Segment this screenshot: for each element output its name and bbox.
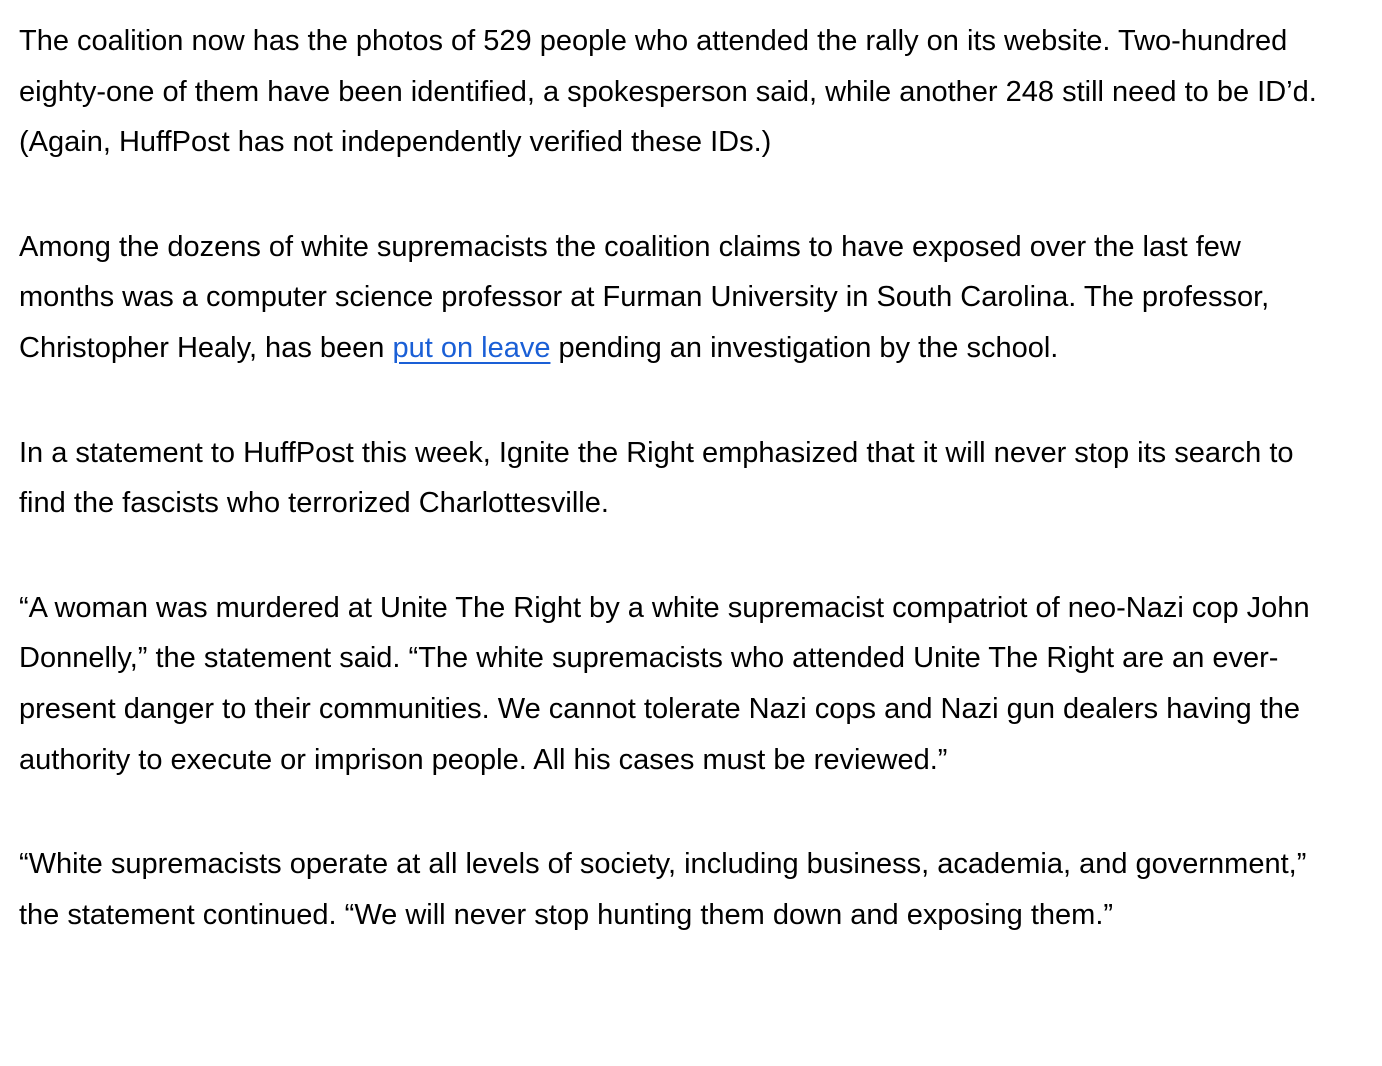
paragraph-statement-quote: “A woman was murdered at Unite The Right by a white supremacist compatriot of neo-Nazi cop John Donnelly,” the statement said. “The white supremacists who attended Unite The Right are an ever-present danger to their communities. We cannot tolerate Nazi cops and Nazi gun dealers having the authority to execute or imprison people. All his cases must be reviewed.” bbox=[19, 591, 1310, 776]
paragraph-photos-identified: The coalition now has the photos of 529 people who attended the rally on its website. Two-hundred eighty-one of them have been identified, a spokesperson said, while another 248 still need to be ID’d. (Again, HuffPost has not independently verified these IDs.) bbox=[19, 25, 1317, 159]
paragraph-statement-intro: In a statement to HuffPost this week, Ignite the Right emphasized that it will never stop its search to find the fascists who terrorized Charlottesville. bbox=[19, 436, 1294, 520]
paragraph-text-after-link: pending an investigation by the school. bbox=[550, 331, 1059, 364]
paragraph-statement-continued: “White supremacists operate at all levels of society, including business, academia, and government,” the statement continued. “We will never stop hunting them down and exposing them.” bbox=[19, 848, 1307, 931]
put-on-leave-link[interactable]: put on leave bbox=[392, 331, 551, 364]
paragraph-professor-exposed bbox=[19, 222, 1342, 374]
paragraph-text-before-link: Among the dozens of white supremacists the coalition claims to have exposed over the last few months was a computer science professor at Furman University in South Carolina. The professor, Christopher Healy, has been bbox=[19, 230, 1270, 364]
